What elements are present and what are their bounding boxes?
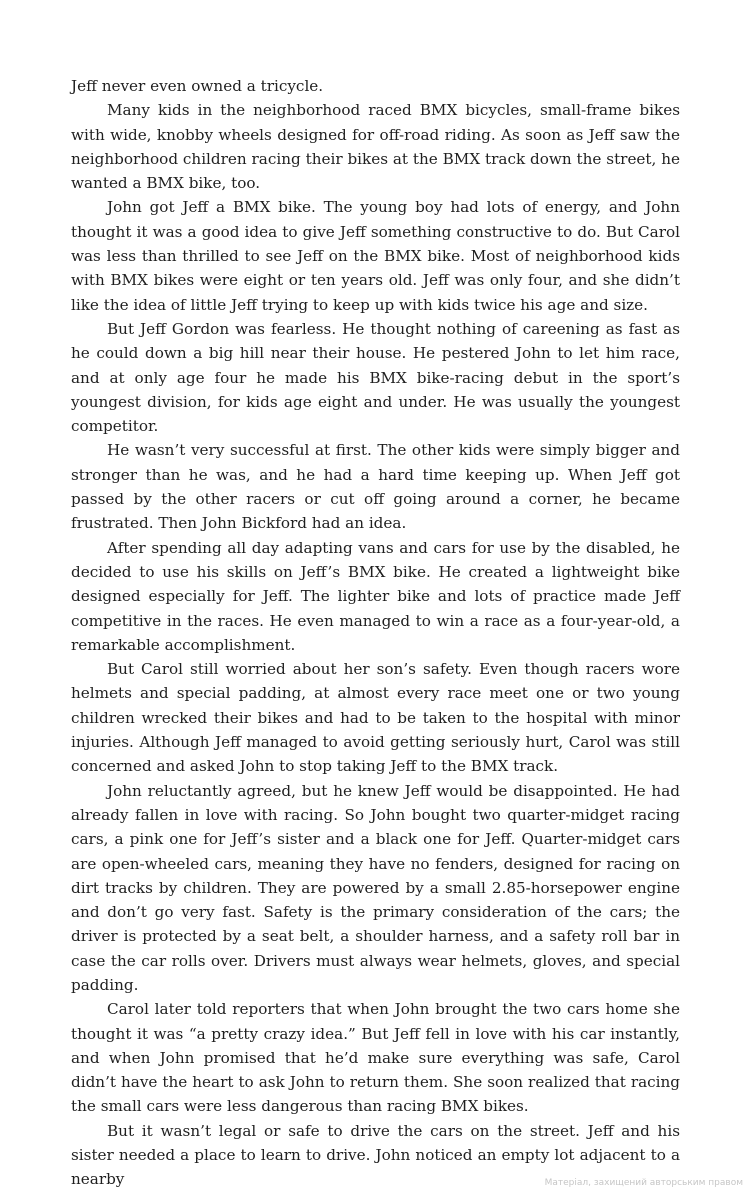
paragraph-6: After spending all day adapting vans and cars for use by the disabled, he decided to use his skills on Jeff’s BMX bike. He created a lightweight bike designed especially for Jeff. The lighter bike and lots of practice made Jeff competitive in the races. He even managed to win a race as a four-year-old, a remarkable accomplishment. <box>71 538 680 654</box>
paragraph-8: John reluctantly agreed, but he knew Jeff would be disappointed. He had already fallen in love with racing. So John bought two quarter-midget racing cars, a pink one for Jeff’s sister and a black one for Jeff. Quarter-midget cars are open-wheeled cars, meaning they have no fenders, designed for racing on dirt tracks by children. They are powered by a small 2.85-horsepower engine and don’t go very fast. Safety is the primary consideration of the cars; the driver is protected by a seat belt, a shoulder harness, and a safety roll bar in case the car rolls over. Drivers must always wear helmets, gloves, and special padding. <box>71 781 680 994</box>
paragraph-2: Many kids in the neighborhood raced BMX bicycles, small-frame bikes with wide, knobby wheels designed for off-road riding. As soon as Jeff saw the neighborhood children racing their bikes at the BMX track down the street, he wanted a BMX bike, too. <box>71 101 680 193</box>
paragraph-3: John got Jeff a BMX bike. The young boy had lots of energy, and John thought it was a good idea to give Jeff something constructive to do. But Carol was less than thrilled to see Jeff on the BMX bike. Most of neighborhood kids with BMX bikes were eight or ten years old. Jeff was only four, and she didn’t like the idea of little Jeff trying to keep up with kids twice his age and size. <box>71 198 680 314</box>
paragraph-4: But Jeff Gordon was fearless. He thought nothing of careening as fast as he could down a big hill near their house. He pestered John to let him race, and at only age four he made his BMX bike-racing debut in the sport’s youngest division, for kids age eight and under. He was usually the youngest competitor. <box>71 319 680 436</box>
paragraph-10: But it wasn’t legal or safe to drive the cars on the street. Jeff and his sister needed a place to learn to drive. John noticed an empty lot adjacent to a nearby <box>71 1121 680 1189</box>
page-body <box>71 74 680 1192</box>
copyright-watermark: Матеріал, захищений авторським правом <box>544 1178 743 1188</box>
paragraph-7: But Carol still worried about her son’s safety. Even though racers wore helmets and special padding, at almost every race meet one or two young children wrecked their bikes and had to be taken to the hospital with minor injuries. Although Jeff managed to avoid getting seriously hurt, Carol was still concerned and asked John to stop taking Jeff to the BMX track. <box>71 660 680 776</box>
paragraph-5: He wasn’t very successful at first. The other kids were simply bigger and stronger than he was, and he had a hard time keeping up. When Jeff got passed by the other racers or cut off going around a corner, he became frustrated. Then John Bickford had an idea. <box>71 441 680 533</box>
paragraph-1: Jeff never even owned a tricycle. <box>71 77 324 95</box>
paragraph-9: Carol later told reporters that when John brought the two cars home she thought it was “a pretty crazy idea.” But Jeff fell in love with his car instantly, and when John promised that he’d make sure everything was safe, Carol didn’t have the heart to ask John to return them. She soon realized that racing the small cars were less dangerous than racing BMX bikes. <box>71 1000 680 1116</box>
